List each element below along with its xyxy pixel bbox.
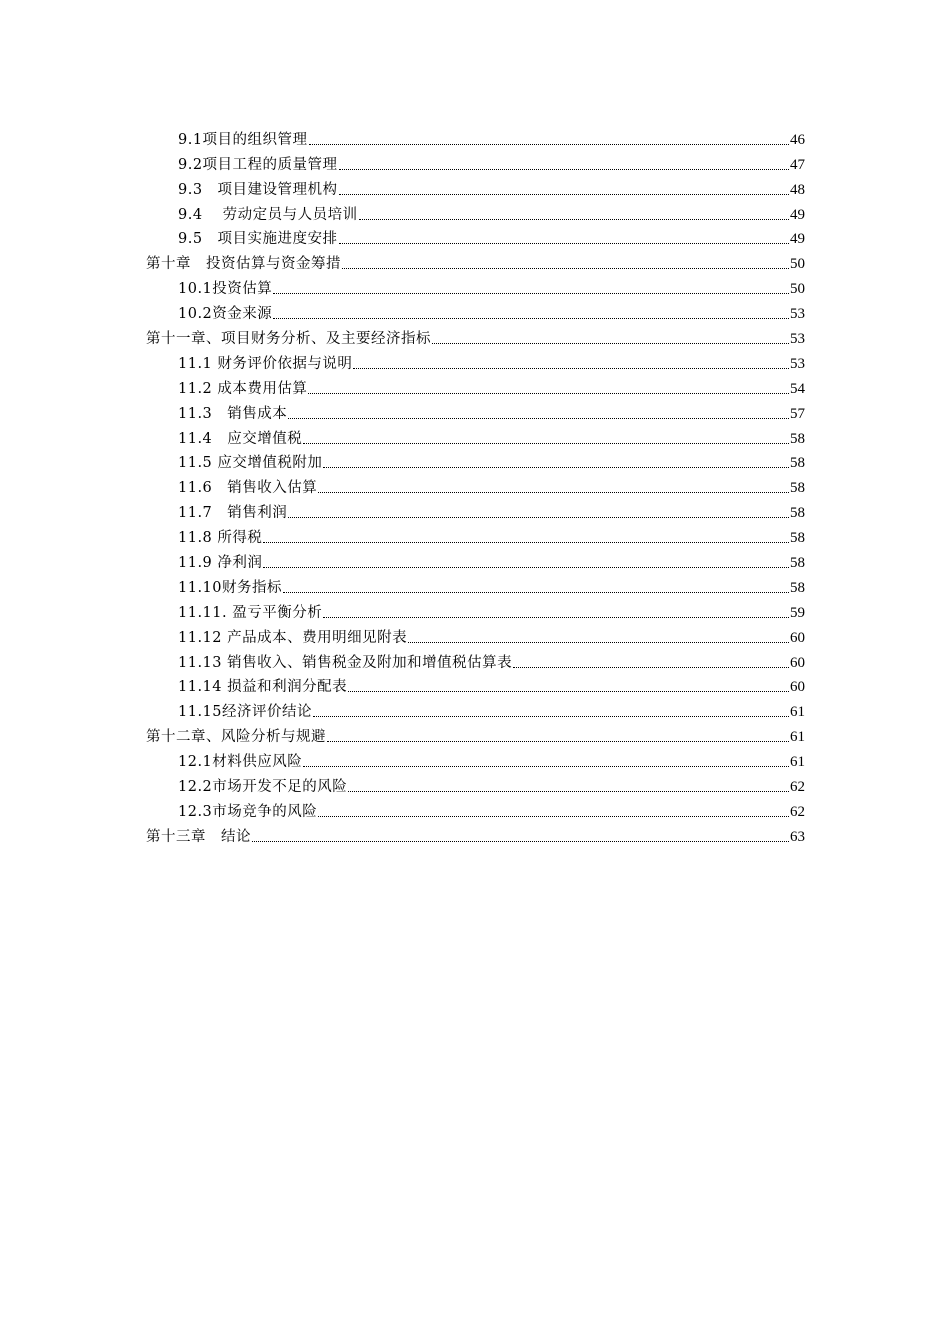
toc-section-entry[interactable] — [0, 273, 950, 298]
dot-leader — [432, 343, 789, 344]
toc-section-entry[interactable] — [0, 174, 950, 199]
toc-section-entry[interactable] — [0, 472, 950, 497]
dot-leader — [318, 816, 789, 817]
dot-leader — [288, 418, 789, 419]
dot-leader — [348, 691, 789, 692]
dot-leader — [342, 268, 789, 269]
table-of-contents — [0, 124, 950, 846]
toc-section-entry[interactable] — [0, 373, 950, 398]
dot-leader — [339, 169, 789, 170]
dot-leader — [327, 741, 789, 742]
toc-section-entry[interactable] — [0, 448, 950, 473]
toc-entry-title: 11.4 应交增值税 — [178, 430, 303, 447]
toc-page-number: 54 — [790, 380, 805, 397]
toc-page-number: 47 — [790, 156, 805, 173]
toc-entry-title: 第十一章、项目财务分析、及主要经济指标 — [146, 331, 431, 348]
toc-page-number: 62 — [790, 803, 805, 820]
toc-page-number: 63 — [790, 828, 805, 845]
toc-section-entry[interactable] — [0, 199, 950, 224]
toc-section-entry[interactable] — [0, 771, 950, 796]
toc-page-number: 59 — [790, 604, 805, 621]
toc-entry-title: 11.11. 盈亏平衡分析 — [178, 604, 323, 621]
dot-leader — [353, 368, 789, 369]
toc-entry-title: 11.2 成本费用估算 — [178, 380, 308, 397]
toc-page-number: 61 — [790, 729, 805, 746]
toc-page-number: 50 — [790, 281, 805, 298]
toc-section-entry[interactable] — [0, 149, 950, 174]
toc-page-number: 58 — [790, 579, 805, 596]
dot-leader — [339, 243, 789, 244]
dot-leader — [252, 841, 789, 842]
dot-leader — [308, 393, 789, 394]
toc-section-entry[interactable] — [0, 124, 950, 149]
dot-leader — [263, 542, 789, 543]
toc-section-entry[interactable] — [0, 696, 950, 721]
toc-entry-title: 12.2市场开发不足的风险 — [178, 779, 348, 796]
toc-section-entry[interactable] — [0, 224, 950, 249]
toc-section-entry[interactable] — [0, 423, 950, 448]
toc-chapter-entry[interactable] — [0, 821, 950, 846]
toc-entry-title: 12.1材料供应风险 — [178, 754, 303, 771]
toc-entry-title: 9.4 劳动定员与人员培训 — [178, 206, 358, 223]
dot-leader — [348, 791, 789, 792]
dot-leader — [323, 617, 789, 618]
toc-entry-title: 11.10财务指标 — [178, 579, 283, 596]
toc-page-number: 61 — [790, 704, 805, 721]
toc-entry-title: 11.15经济评价结论 — [178, 704, 313, 721]
toc-entry-title: 9.3 项目建设管理机构 — [178, 181, 338, 198]
toc-section-entry[interactable] — [0, 522, 950, 547]
toc-entry-title: 10.2资金来源 — [178, 306, 273, 323]
toc-entry-title: 11.7 销售利润 — [178, 505, 288, 522]
toc-chapter-entry[interactable] — [0, 323, 950, 348]
toc-page-number: 58 — [790, 505, 805, 522]
toc-section-entry[interactable] — [0, 746, 950, 771]
toc-section-entry[interactable] — [0, 622, 950, 647]
toc-section-entry[interactable] — [0, 672, 950, 697]
toc-entry-title: 11.12 产品成本、费用明细见附表 — [178, 629, 408, 646]
toc-page-number: 58 — [790, 530, 805, 547]
dot-leader — [273, 318, 789, 319]
toc-page-number: 58 — [790, 480, 805, 497]
toc-page-number: 53 — [790, 306, 805, 323]
toc-page-number: 49 — [790, 231, 805, 248]
toc-entry-title: 11.3 销售成本 — [178, 405, 288, 422]
toc-page-number: 48 — [790, 181, 805, 198]
toc-page-number: 58 — [790, 555, 805, 572]
toc-entry-title: 第十章 投资估算与资金筹措 — [146, 256, 341, 273]
toc-section-entry[interactable] — [0, 597, 950, 622]
toc-entry-title: 11.8 所得税 — [178, 530, 263, 547]
toc-chapter-entry[interactable] — [0, 721, 950, 746]
toc-entry-title: 9.2项目工程的质量管理 — [178, 156, 338, 173]
dot-leader — [513, 667, 789, 668]
toc-entry-title: 11.9 净利润 — [178, 555, 263, 572]
toc-section-entry[interactable] — [0, 547, 950, 572]
toc-section-entry[interactable] — [0, 796, 950, 821]
toc-entry-title: 11.14 损益和利润分配表 — [178, 679, 348, 696]
dot-leader — [309, 144, 789, 145]
toc-page-number: 53 — [790, 355, 805, 372]
toc-section-entry[interactable] — [0, 398, 950, 423]
toc-entry-title: 11.5 应交增值税附加 — [178, 455, 323, 472]
dot-leader — [263, 567, 789, 568]
dot-leader — [303, 766, 789, 767]
toc-entry-title: 11.13 销售收入、销售税金及附加和增值税估算表 — [178, 654, 513, 671]
toc-page-number: 60 — [790, 679, 805, 696]
toc-entry-title: 10.1投资估算 — [178, 281, 273, 298]
toc-entry-title: 9.1项目的组织管理 — [178, 131, 308, 148]
toc-entry-title: 9.5 项目实施进度安排 — [178, 231, 338, 248]
toc-page-number: 60 — [790, 629, 805, 646]
toc-section-entry[interactable] — [0, 348, 950, 373]
dot-leader — [283, 592, 789, 593]
toc-page-number: 49 — [790, 206, 805, 223]
toc-page-number: 50 — [790, 256, 805, 273]
toc-entry-title: 第十二章、风险分析与规避 — [146, 729, 326, 746]
toc-page-number: 62 — [790, 779, 805, 796]
toc-page-number: 46 — [790, 131, 805, 148]
dot-leader — [288, 517, 789, 518]
dot-leader — [318, 492, 789, 493]
toc-page-number: 60 — [790, 654, 805, 671]
toc-page-number: 58 — [790, 430, 805, 447]
toc-page-number: 61 — [790, 754, 805, 771]
toc-section-entry[interactable] — [0, 572, 950, 597]
toc-entry-title: 12.3市场竞争的风险 — [178, 803, 318, 820]
dot-leader — [273, 293, 789, 294]
dot-leader — [313, 716, 789, 717]
toc-section-entry[interactable] — [0, 647, 950, 672]
toc-chapter-entry[interactable] — [0, 248, 950, 273]
dot-leader — [323, 467, 789, 468]
toc-entry-title: 11.6 销售收入估算 — [178, 480, 318, 497]
toc-section-entry[interactable] — [0, 298, 950, 323]
toc-page-number: 58 — [790, 455, 805, 472]
toc-entry-title: 11.1 财务评价依据与说明 — [178, 355, 353, 372]
dot-leader — [359, 219, 789, 220]
toc-section-entry[interactable] — [0, 497, 950, 522]
dot-leader — [303, 443, 789, 444]
toc-entry-title: 第十三章 结论 — [146, 828, 251, 845]
dot-leader — [339, 194, 789, 195]
toc-page-number: 57 — [790, 405, 805, 422]
toc-page-number: 53 — [790, 331, 805, 348]
dot-leader — [408, 642, 789, 643]
